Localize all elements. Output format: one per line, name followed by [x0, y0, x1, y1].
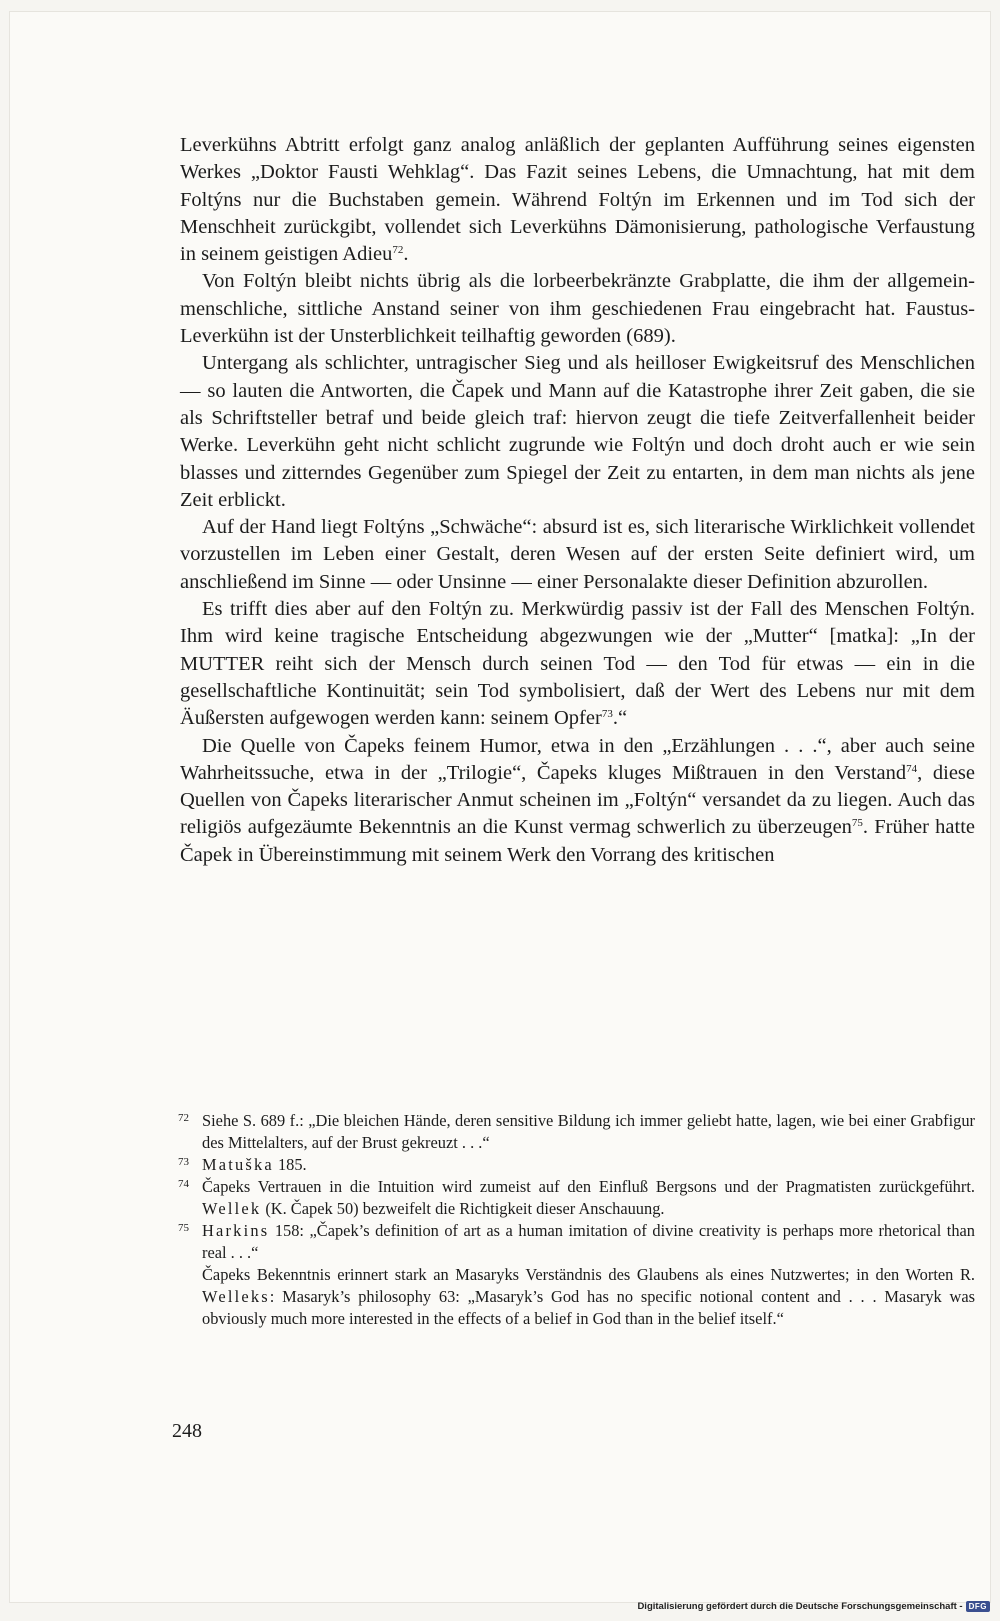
book-page: [10, 12, 990, 1602]
footnote-number: 73: [178, 1156, 189, 1168]
paragraph-3: Untergang als schlichter, untragischer Sieg und als heilloser Ewigkeitsruf des Menschlichen — so lauten die Antworten, die Čapek und Mann auf die Katastrophe ihrer Zeit gaben, die sie als Schriftsteller betraf und beide gleich traf: hiervon zeugt die tiefe Zeitverfallenheit beider Werke. Leverkühn geht nicht schlicht zugrunde wie Foltýn und doch droht auch er wie sein blasses und zitterndes Gegenüber zum Spiegel der Zeit zu entarten, in dem man nichts als jene Zeit erblickt.: [180, 352, 975, 511]
paragraph-2: Von Foltýn bleibt nichts übrig als die lorbeerbekränzte Grabplatte, die ihm der allgemein-menschliche, sittliche Anstand seiner von ihm geschiedenen Frau eingebracht hat. Faustus-Leverkühn ist der Unsterblichkeit teilhaftig geworden (689).: [180, 270, 975, 348]
dfg-logo: DFG: [966, 1601, 990, 1612]
footnotes: [178, 1110, 975, 1330]
footnote-75: 75 Harkins 158: „Čapek’s definition of art as a human imitation of divine creativity is perhaps more rhetorical than real . . .“: [178, 1220, 975, 1264]
footnote-number: 74: [178, 1178, 189, 1190]
author-name: Matuška: [202, 1155, 274, 1174]
paragraph-1: Leverkühns Abtritt erfolgt ganz analog anläßlich der geplanten Aufführung seines eigensten Werkes „Doktor Fausti Wehklag“. Das Fazit seines Lebens, die Umnachtung, hat mit dem Foltýns nur die Buchstaben gemein. Während Foltýn im Erkennen und im Tod sich der Menschheit zurückgibt, vollendet sich Leverkühns Dämonisierung, pathologische Verfaustung in seinem geistigen Adieu$^{72}$.: [180, 134, 975, 266]
footnote-75-continuation: Čapeks Bekenntnis erinnert stark an Masaryks Verständnis des Glaubens als eines Nutzwertes; in den Worten R. Welleks: Masaryk’s philosophy 63: „Masaryk’s God has no specific notional content and . . . Masaryk was obviously much more interested in the effects of a belief in God than in the belief itself.“: [202, 1265, 975, 1328]
footnote-ref-72[interactable]: 72: [392, 244, 404, 257]
paragraph-5: Es trifft dies aber auf den Foltýn zu. Merkwürdig passiv ist der Fall des Menschen Foltýn. Ihm wird keine tragische Entscheidung abgezwungen wie der „Mutter“ [matka]: „In der MUTTER reiht sich der Mensch durch seinen Tod — den Tod für etwas — ein in die gesellschaftliche Kontinuität; sein Tod symbolisiert, daß der Wert des Lebens nur mit dem Äußersten aufgewogen werden kann: seinem Opfer$^{73}$.“: [180, 598, 975, 730]
author-name: Welleks: [202, 1287, 270, 1306]
footnote-number: 72: [178, 1112, 189, 1124]
digitization-credit: [637, 1601, 990, 1612]
page-number: 248: [172, 1420, 202, 1442]
main-text: [180, 132, 975, 869]
footnote-ref-73[interactable]: 73: [601, 708, 613, 721]
paragraph-6: Die Quelle von Čapeks feinem Humor, etwa in den „Erzählungen . . .“, aber auch seine Wahrheitssuche, etwa in der „Trilogie“, Čapeks kluges Mißtrauen in den Verstand$^{74}$, diese Quellen von Čapeks literarischer Anmut scheinen im „Foltýn“ versandet da zu liegen. Auch das religiös aufgezäumte Bekenntnis an die Kunst vermag schwerlich zu überzeugen$^{75}$. Früher hatte Čapek in Übereinstimmung mit seinem Werk den Vorrang des kritischen: [180, 734, 975, 866]
footnote-ref-75[interactable]: 75: [851, 817, 863, 830]
author-name: Wellek: [202, 1199, 262, 1218]
footnote-72: 72 Siehe S. 689 f.: „Die bleichen Hände, deren sensitive Bildung ich immer geliebt hatte, lagen, wie bei einer Grabfigur des Mittelalters, auf der Brust gekreuzt . . .“: [178, 1110, 975, 1154]
credit-text: Digitalisierung gefördert durch die Deutsche Forschungsgemeinschaft -: [637, 1601, 963, 1612]
author-name: Harkins: [202, 1221, 270, 1240]
footnote-ref-74[interactable]: 74: [906, 762, 918, 775]
footnote-number: 75: [178, 1222, 189, 1234]
paragraph-4: Auf der Hand liegt Foltýns „Schwäche“: absurd ist es, sich literarische Wirklichkeit vollendet vorzustellen im Leben einer Gestalt, deren Wesen auf der ersten Seite definiert wird, um anschließend im Sinne — oder Unsinne — einer Personalakte dieser Definition abzurollen.: [180, 516, 975, 593]
footnote-73: 73 Matuška 185.: [178, 1154, 975, 1176]
footnote-74: 74 Čapeks Vertrauen in die Intuition wird zumeist auf den Einfluß Bergsons und der Pragmatisten zurückgeführt. Wellek (K. Čapek 50) bezweifelt die Richtigkeit dieser Anschauung.: [178, 1176, 975, 1220]
